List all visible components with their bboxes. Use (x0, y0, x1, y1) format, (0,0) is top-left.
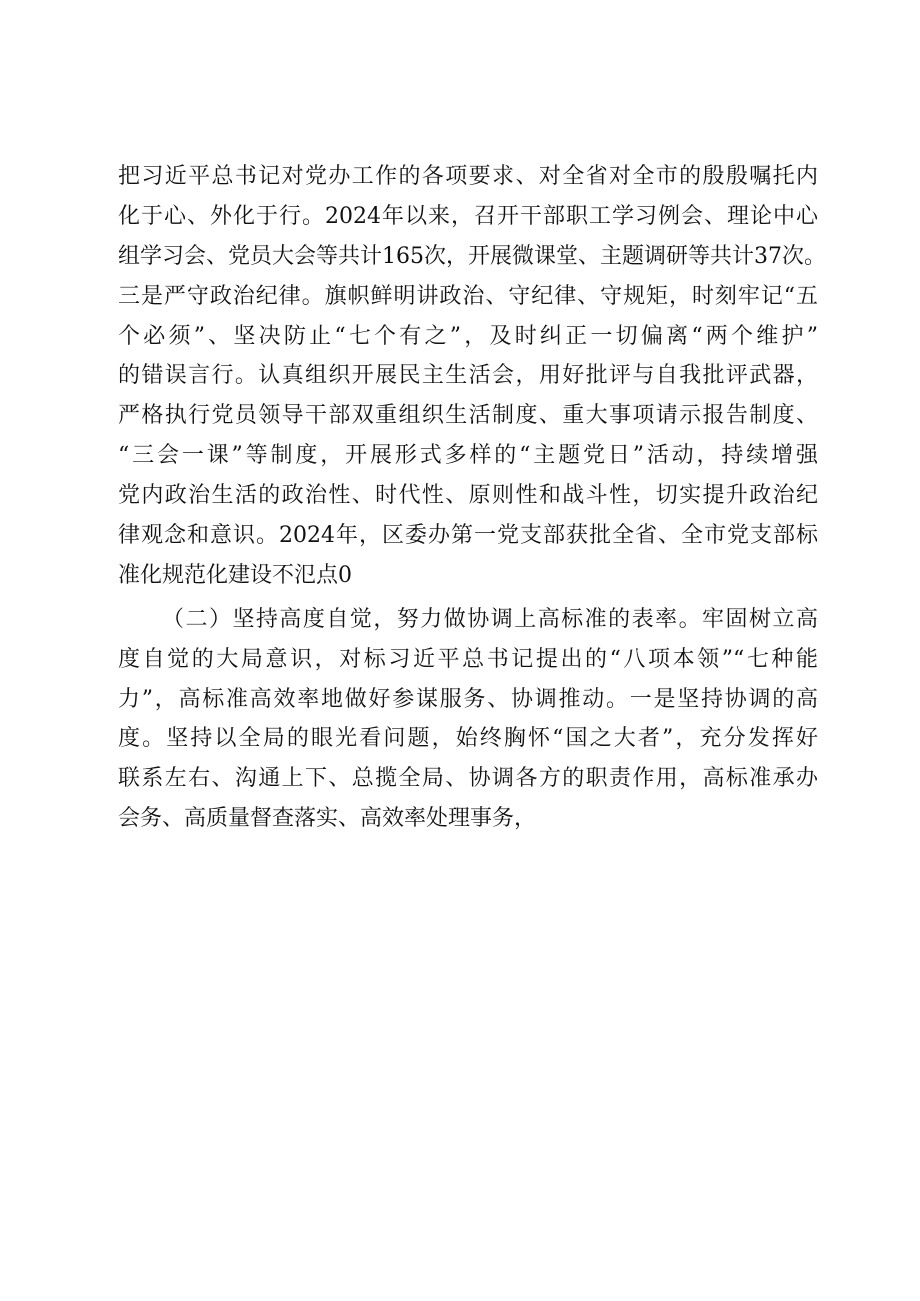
document-body (118, 157, 826, 839)
paragraph-1 (118, 157, 826, 596)
text-line: 三是严守政治纪律。旗帜鲜明讲政治、守纪律、守规矩，时刻牢记“五 (118, 283, 818, 309)
text-line: 度。坚持以全局的眼光看问题，始终胸怀“国之大者”，充分发挥好 (118, 726, 818, 752)
paragraph-2 (118, 600, 818, 839)
text-line: 准化规范化建设不氾点0 (118, 562, 352, 588)
text-line: 化于心、外化于行。2024年以来，召开干部职工学习例会、理论中心 (118, 203, 818, 229)
text-line: 严格执行党员领导干部双重组织生活制度、重大事项请示报告制度、 (118, 403, 818, 429)
text-line: 党内政治生活的政治性、时代性、原则性和战斗性，切实提升政治纪 (118, 483, 818, 509)
text-line: 的错误言行。认真组织开展民主生活会，用好批评与自我批评武器， (118, 363, 818, 389)
text-line: 组学习会、党员大会等共计165次，开展微课堂、主题调研等共计37次。 (118, 243, 826, 269)
text-line: “三会一课”等制度，开展形式多样的“主题党日”活动，持续增强 (118, 443, 818, 469)
text-line: 个必须”、坚决防止“七个有之”，及时纠正一切偏离“两个维护” (118, 323, 818, 349)
text-line: 联系左右、沟通上下、总揽全局、协调各方的职责作用，高标准承办 (118, 766, 818, 792)
text-line: 度自觉的大局意识，对标习近平总书记提出的“八项本领”“七种能 (118, 646, 818, 672)
text-line: 力”，高标准高效率地做好参谋服务、协调推动。一是坚持协调的高 (118, 686, 818, 712)
text-line: （二）坚持高度自觉，努力做协调上高标准的表率。牢固树立高 (162, 606, 818, 632)
text-line: 会务、高质量督查落实、高效率处理事务， (118, 806, 537, 832)
text-line: 律观念和意识。2024年，区委办第一党支部获批全省、全市党支部标 (118, 523, 818, 549)
text-line: 把习近平总书记对党办工作的各项要求、对全省对全市的殷殷嘱托内 (118, 164, 818, 189)
